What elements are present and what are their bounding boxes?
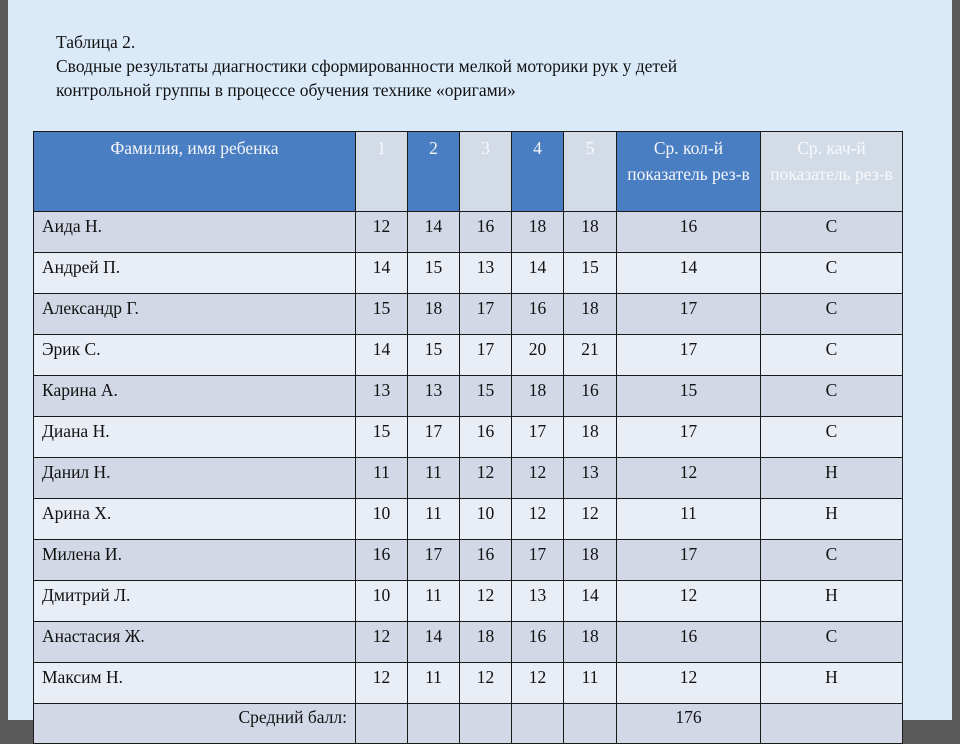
score-5: 18 <box>564 622 617 663</box>
score-4: 12 <box>512 499 564 540</box>
header-col-1: 1 <box>356 132 408 212</box>
quant-avg: 12 <box>617 581 761 622</box>
table-row <box>34 540 903 581</box>
score-4: 14 <box>512 253 564 294</box>
quant-avg: 17 <box>617 417 761 458</box>
score-2: 15 <box>408 253 460 294</box>
child-name: Карина А. <box>34 376 356 417</box>
score-2: 18 <box>408 294 460 335</box>
caption-title: Таблица 2. <box>56 32 136 52</box>
header-name: Фамилия, имя ребенка <box>34 132 356 212</box>
header-col-5: 5 <box>564 132 617 212</box>
child-name: Дмитрий Л. <box>34 581 356 622</box>
table-row <box>34 212 903 253</box>
score-1: 10 <box>356 499 408 540</box>
score-5: 18 <box>564 212 617 253</box>
qual-level: С <box>761 540 903 581</box>
score-4: 18 <box>512 212 564 253</box>
score-4: 17 <box>512 540 564 581</box>
score-1: 14 <box>356 253 408 294</box>
footer-empty-1 <box>356 704 408 744</box>
score-1: 13 <box>356 376 408 417</box>
score-5: 13 <box>564 458 617 499</box>
qual-level: С <box>761 212 903 253</box>
qual-level: С <box>761 622 903 663</box>
table-row <box>34 294 903 335</box>
score-3: 17 <box>460 294 512 335</box>
footer-empty-5 <box>564 704 617 744</box>
score-5: 15 <box>564 253 617 294</box>
score-3: 13 <box>460 253 512 294</box>
score-2: 11 <box>408 499 460 540</box>
quant-avg: 14 <box>617 253 761 294</box>
score-3: 16 <box>460 540 512 581</box>
score-1: 11 <box>356 458 408 499</box>
child-name: Андрей П. <box>34 253 356 294</box>
quant-avg: 11 <box>617 499 761 540</box>
score-3: 12 <box>460 581 512 622</box>
child-name: Аида Н. <box>34 212 356 253</box>
child-name: Анастасия Ж. <box>34 622 356 663</box>
score-3: 16 <box>460 417 512 458</box>
score-1: 16 <box>356 540 408 581</box>
qual-level: Н <box>761 458 903 499</box>
footer-empty-4 <box>512 704 564 744</box>
score-5: 12 <box>564 499 617 540</box>
table-row <box>34 581 903 622</box>
score-2: 11 <box>408 581 460 622</box>
results-table <box>33 131 903 744</box>
child-name: Арина Х. <box>34 499 356 540</box>
score-2: 14 <box>408 212 460 253</box>
average-total: 176 <box>617 704 761 744</box>
qual-level: Н <box>761 663 903 704</box>
score-1: 15 <box>356 294 408 335</box>
table-row <box>34 376 903 417</box>
caption-line-2: Сводные результаты диагностики сформированности мелкой моторики рук у детей <box>56 56 678 76</box>
qual-level: С <box>761 417 903 458</box>
child-name: Александр Г. <box>34 294 356 335</box>
score-4: 17 <box>512 417 564 458</box>
score-1: 12 <box>356 212 408 253</box>
quant-avg: 15 <box>617 376 761 417</box>
child-name: Диана Н. <box>34 417 356 458</box>
score-2: 17 <box>408 540 460 581</box>
score-3: 17 <box>460 335 512 376</box>
quant-avg: 16 <box>617 622 761 663</box>
table-caption <box>56 30 936 102</box>
quant-avg: 12 <box>617 458 761 499</box>
score-4: 13 <box>512 581 564 622</box>
score-2: 11 <box>408 663 460 704</box>
score-5: 11 <box>564 663 617 704</box>
quant-avg: 12 <box>617 663 761 704</box>
table-row <box>34 458 903 499</box>
header-qual-avg: Ср. кач-й показатель рез-в <box>761 132 903 212</box>
child-name: Милена И. <box>34 540 356 581</box>
score-3: 12 <box>460 458 512 499</box>
header-col-4: 4 <box>512 132 564 212</box>
header-col-3: 3 <box>460 132 512 212</box>
table-row <box>34 253 903 294</box>
score-3: 10 <box>460 499 512 540</box>
header-quant-avg: Ср. кол-й показатель рез-в <box>617 132 761 212</box>
quant-avg: 17 <box>617 540 761 581</box>
score-1: 10 <box>356 581 408 622</box>
score-1: 14 <box>356 335 408 376</box>
score-4: 16 <box>512 622 564 663</box>
table-row <box>34 335 903 376</box>
slide <box>8 0 952 727</box>
footer-empty-2 <box>408 704 460 744</box>
score-4: 12 <box>512 458 564 499</box>
score-3: 18 <box>460 622 512 663</box>
qual-level: С <box>761 376 903 417</box>
score-1: 15 <box>356 417 408 458</box>
score-1: 12 <box>356 663 408 704</box>
caption-line-3: контрольной группы в процессе обучения технике «оригами» <box>56 80 516 100</box>
qual-level: Н <box>761 499 903 540</box>
score-4: 16 <box>512 294 564 335</box>
header-row <box>34 132 903 212</box>
quant-avg: 17 <box>617 335 761 376</box>
qual-level: С <box>761 253 903 294</box>
score-3: 12 <box>460 663 512 704</box>
score-2: 14 <box>408 622 460 663</box>
score-1: 12 <box>356 622 408 663</box>
child-name: Эрик С. <box>34 335 356 376</box>
score-4: 18 <box>512 376 564 417</box>
score-5: 16 <box>564 376 617 417</box>
child-name: Данил Н. <box>34 458 356 499</box>
header-col-2: 2 <box>408 132 460 212</box>
score-2: 13 <box>408 376 460 417</box>
qual-level: С <box>761 294 903 335</box>
footer-row <box>34 704 903 744</box>
score-5: 21 <box>564 335 617 376</box>
qual-level: С <box>761 335 903 376</box>
quant-avg: 16 <box>617 212 761 253</box>
score-4: 12 <box>512 663 564 704</box>
qual-level: Н <box>761 581 903 622</box>
footer-empty-6 <box>761 704 903 744</box>
score-2: 17 <box>408 417 460 458</box>
table-row <box>34 499 903 540</box>
score-2: 11 <box>408 458 460 499</box>
child-name: Максим Н. <box>34 663 356 704</box>
score-2: 15 <box>408 335 460 376</box>
table-row <box>34 417 903 458</box>
score-4: 20 <box>512 335 564 376</box>
score-3: 16 <box>460 212 512 253</box>
score-5: 18 <box>564 294 617 335</box>
table-row <box>34 663 903 704</box>
quant-avg: 17 <box>617 294 761 335</box>
footer-empty-3 <box>460 704 512 744</box>
average-label: Средний балл: <box>34 704 356 744</box>
score-5: 18 <box>564 540 617 581</box>
score-5: 14 <box>564 581 617 622</box>
score-3: 15 <box>460 376 512 417</box>
score-5: 18 <box>564 417 617 458</box>
table-row <box>34 622 903 663</box>
